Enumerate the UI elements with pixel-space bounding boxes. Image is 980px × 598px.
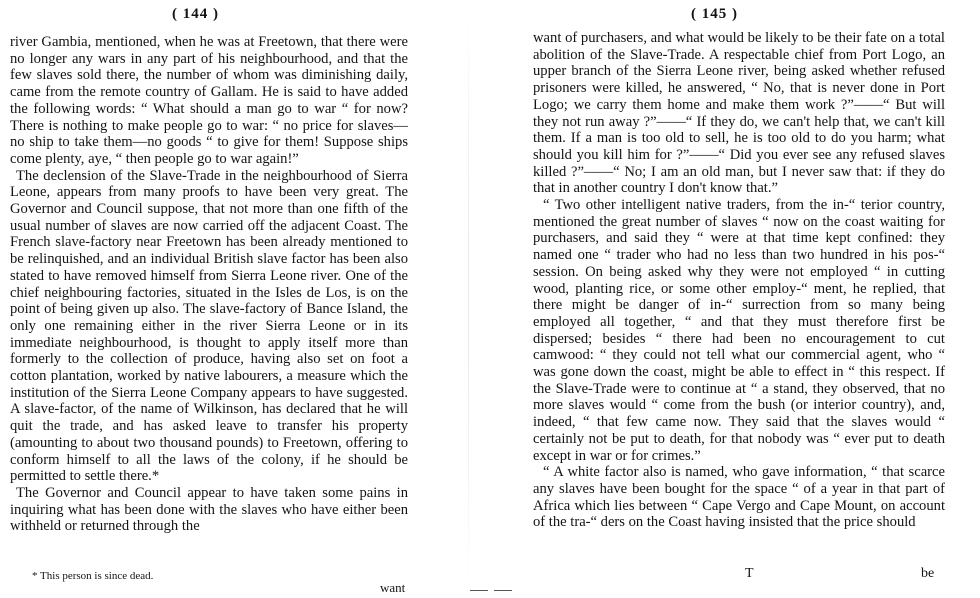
paragraph: The declension of the Slave-Trade in the neighbourhood of Sierra Leone, appears from many proofs to have been very great. The Governor and Council suppose, that not more than one fifth of the usual number of slaves are now carried off the adjacent Coast. The French slave-factory near Freetown has been already mentioned to be relinquished, and an individual British slave factor has been also stated to have removed himself from Sierra Leone river. One of the chief neighbouring factories, situated in the Isles de Los, is on the point of being given up also. The slave-factory of Bance Island, the only one remaining either in the river Sierra Leone or in its immediate neighbourhood, is thought to apply itself more than formerly to the collection of produce, having also set on foot a cotton plantation, worked by native labourers, a measure which the institution of the Sierra Leone Company appears to have suggested. A slave-factor, of the name of Wilkinson, has declared that he will quit the trade, and has asked leave to transfer his property (amounting to about two thousand pounds) to Freetown, offering to conform himself to all the laws of the colony, if he should be permitted to settle there.* xyxy=(10,167,408,485)
page-body xyxy=(10,34,408,535)
footnote: * This person is since dead. xyxy=(32,570,154,582)
paragraph: “ Two other intelligent native traders, from the in-“ terior country, mentioned the great number of slaves “ now on the coast waiting for purchasers, and said they “ were at that time kept confined: they named one “ trader who had no less than two hundred in his pos-“ session. On being asked why they were not employed “ in cutting wood, planting rice, or some other employ-“ ment, he replied, that there might be danger of in-“ surrection from so many being employed all together, “ and that they must therefore first be dispersed; besides “ there had been no encouragement to cut camwood: “ they could not tell what our commercial agent, who “ was gone down the coast, might be able to effect in “ this respect. If the Slave-Trade were to continue at “ a stand, they observed, that no more slaves would “ come from the bush (or interior country), and, indeed, “ that few came now. They said that the slaves would “ certainly not be put to death, for that nobody was “ ever put to death except in war or for crimes.” xyxy=(533,197,945,464)
page-number: ( 144 ) xyxy=(172,6,219,22)
paragraph: river Gambia, mentioned, when he was at Freetown, that there were no longer any wars in any part of his neighbourhood, and that the few slaves sold there, the number of whom was diminishing daily, came from the remote country of Gallam. He is said to have added the following words: “ What should a man go to war “ for now? There is nothing to make people go to war: “ no price for slaves—no ship to take them—no goods “ to give for them! Suppose ships come plenty, aye, “ then people go to war again!” xyxy=(10,34,408,167)
paragraph: “ A white factor also is named, who gave information, “ that scarce any slaves have been bought for the space “ of a year in that part of Africa which lies between “ Cape Vergo and Cape Mount, on account of the tra-“ ders on the Coast having insisted that the price should xyxy=(533,464,945,531)
paragraph: want of purchasers, and what would be likely to be their fate on a total abolition of the Slave-Trade. A respectable chief from Port Logo, an upper branch of the Sierra Leone river, being asked whether refused prisoners were killed, he answered, “ No, that is never done in Port Logo; we carry them home and make them work ?”——“ But will they not run away ?”——“ If they do, we can't help that, we can't kill them. If a man is too old to sell, he is too old to do you harm; what should you kill him for ?”——“ Did you ever see any refused slaves killed ?”——“ No; I am an old man, but I never saw that: if they do that in another country I don't know that.” xyxy=(533,30,945,197)
page-body xyxy=(533,30,945,531)
divider xyxy=(470,590,488,591)
paragraph: The Governor and Council appear to have taken some pains in inquiring what has been done with the slaves who have either been withheld or returned through the xyxy=(10,484,408,535)
right-page xyxy=(533,0,945,598)
page-number: ( 145 ) xyxy=(691,6,738,22)
left-page xyxy=(10,0,408,598)
divider xyxy=(494,590,512,591)
catchword: want xyxy=(380,580,406,595)
signature-mark: T xyxy=(745,566,754,581)
catchword: be xyxy=(921,566,935,581)
gutter xyxy=(468,0,469,598)
